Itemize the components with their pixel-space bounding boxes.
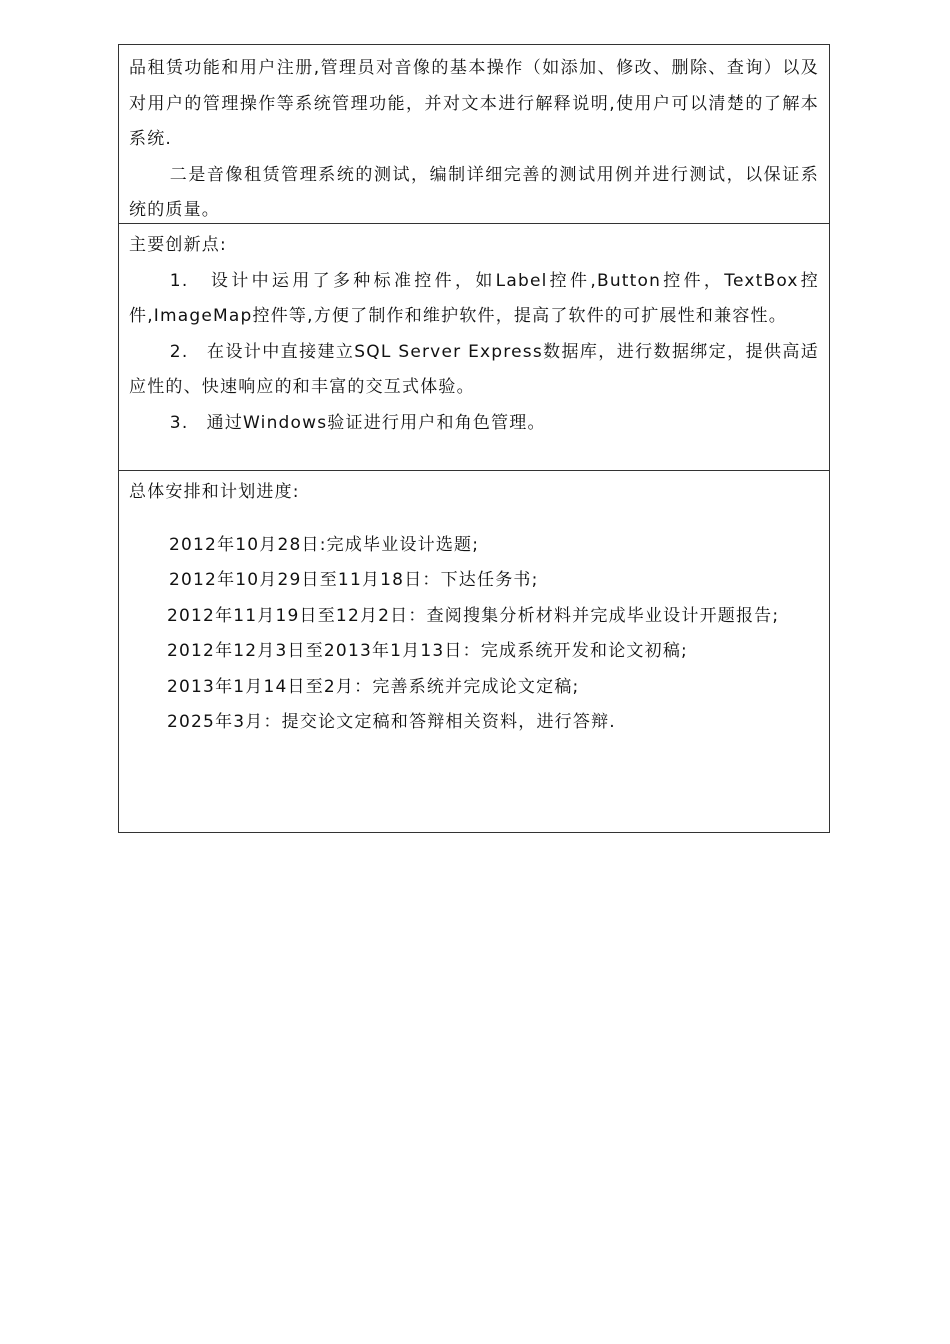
schedule-item-2: 2012年10月29日至11月18日：下达任务书;	[169, 570, 539, 590]
schedule-item-4: 2012年12月3日至2013年1月13日：完成系统开发和论文初稿;	[167, 641, 688, 661]
schedule-item-1: 2012年10月28日:完成毕业设计选题;	[169, 534, 480, 555]
document-table	[118, 44, 830, 833]
content-paragraph-2: 二是音像租赁管理系统的测试，编制详细完善的测试用例并进行测试，以保证系统的质量。	[129, 164, 819, 220]
schedule-list	[129, 528, 819, 741]
section-content-cell	[119, 45, 829, 223]
innovation-item-2: 2. 在设计中直接建立SQL Server Express数据库，进行数据绑定，提供高适应性的、快速响应的和丰富的交互式体验。	[129, 341, 819, 397]
innovations-cell	[119, 223, 829, 470]
innovation-item-1: 1. 设计中运用了多种标准控件，如Label控件,Button控件，TextBox控件,ImageMap控件等,方便了制作和维护软件，提高了软件的可扩展性和兼容性。	[129, 270, 819, 326]
schedule-item-3: 2012年11月19日至12月2日：查阅搜集分析材料并完成毕业设计开题报告;	[167, 605, 780, 626]
content-paragraph-1: 品租赁功能和用户注册,管理员对音像的基本操作（如添加、修改、删除、查询）以及对用户的管理操作等系统管理功能，并对文本进行解释说明,使用户可以清楚的了解本系统.	[129, 58, 819, 149]
innovations-heading: 主要创新点:	[129, 235, 227, 255]
schedule-heading: 总体安排和计划进度:	[129, 482, 300, 502]
schedule-item-6: 2025年3月：提交论文定稿和答辩相关资料，进行答辩.	[167, 712, 616, 732]
schedule-item-5: 2013年1月14日至2月：完善系统并完成论文定稿;	[167, 676, 580, 697]
innovation-item-3: 3. 通过Windows验证进行用户和角色管理。	[169, 412, 546, 433]
schedule-cell	[119, 470, 829, 832]
